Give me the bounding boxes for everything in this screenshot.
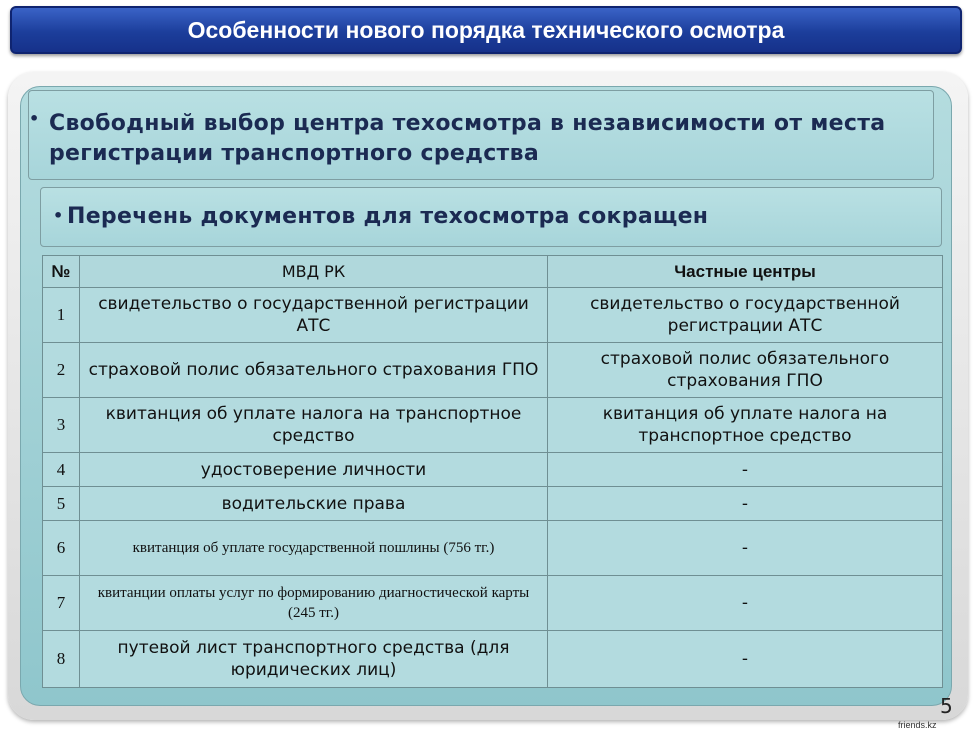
table-row: [43, 398, 943, 453]
table-row: [43, 288, 943, 343]
table-row: [43, 521, 943, 576]
row-private: -: [548, 631, 943, 688]
watermark: friends.kz: [898, 720, 937, 730]
row-private: свидетельство о государственной регистрации АТС: [548, 288, 943, 343]
row-mvd: свидетельство о государственной регистрации АТС: [80, 288, 548, 343]
slide-title: Особенности нового порядка технического осмотра: [10, 6, 962, 54]
row-num: 6: [43, 521, 80, 576]
header-private: Частные центры: [548, 256, 943, 288]
table-row: [43, 631, 943, 688]
row-mvd: путевой лист транспортного средства (для юридических лиц): [80, 631, 548, 688]
table-row: [43, 487, 943, 521]
row-private: страховой полис обязательного страхования ГПО: [548, 343, 943, 398]
row-mvd: квитанция об уплате налога на транспортное средство: [80, 398, 548, 453]
row-num: 5: [43, 487, 80, 521]
row-num: 4: [43, 453, 80, 487]
row-mvd: квитанции оплаты услуг по формированию диагностической карты (245 тг.): [80, 576, 548, 631]
row-num: 7: [43, 576, 80, 631]
row-private: -: [548, 576, 943, 631]
header-mvd: МВД РК: [80, 256, 548, 288]
table-row: [43, 576, 943, 631]
table-header-row: [43, 256, 943, 288]
row-num: 2: [43, 343, 80, 398]
row-mvd: квитанция об уплате государственной пошлины (756 тг.): [80, 521, 548, 576]
row-private: квитанция об уплате налога на транспортное средство: [548, 398, 943, 453]
bullet-icon: •: [53, 206, 64, 225]
row-mvd: страховой полис обязательного страхования ГПО: [80, 343, 548, 398]
row-mvd: водительские права: [80, 487, 548, 521]
table-row: [43, 453, 943, 487]
point-free-choice-text: Свободный выбор центра техосмотра в независимости от места регистрации транспортного средства: [49, 111, 886, 166]
table-row: [43, 343, 943, 398]
row-num: 1: [43, 288, 80, 343]
row-private: -: [548, 487, 943, 521]
header-num: №: [43, 256, 80, 288]
row-num: 3: [43, 398, 80, 453]
page-number: 5: [940, 694, 953, 718]
point-free-choice: [28, 90, 934, 180]
row-num: 8: [43, 631, 80, 688]
bullet-icon: •: [29, 109, 40, 128]
row-private: -: [548, 521, 943, 576]
documents-table: [42, 255, 943, 688]
row-private: -: [548, 453, 943, 487]
row-mvd: удостоверение личности: [80, 453, 548, 487]
point-documents-reduced: [40, 187, 942, 247]
point-documents-reduced-text: Перечень документов для техосмотра сокращен: [67, 204, 709, 229]
